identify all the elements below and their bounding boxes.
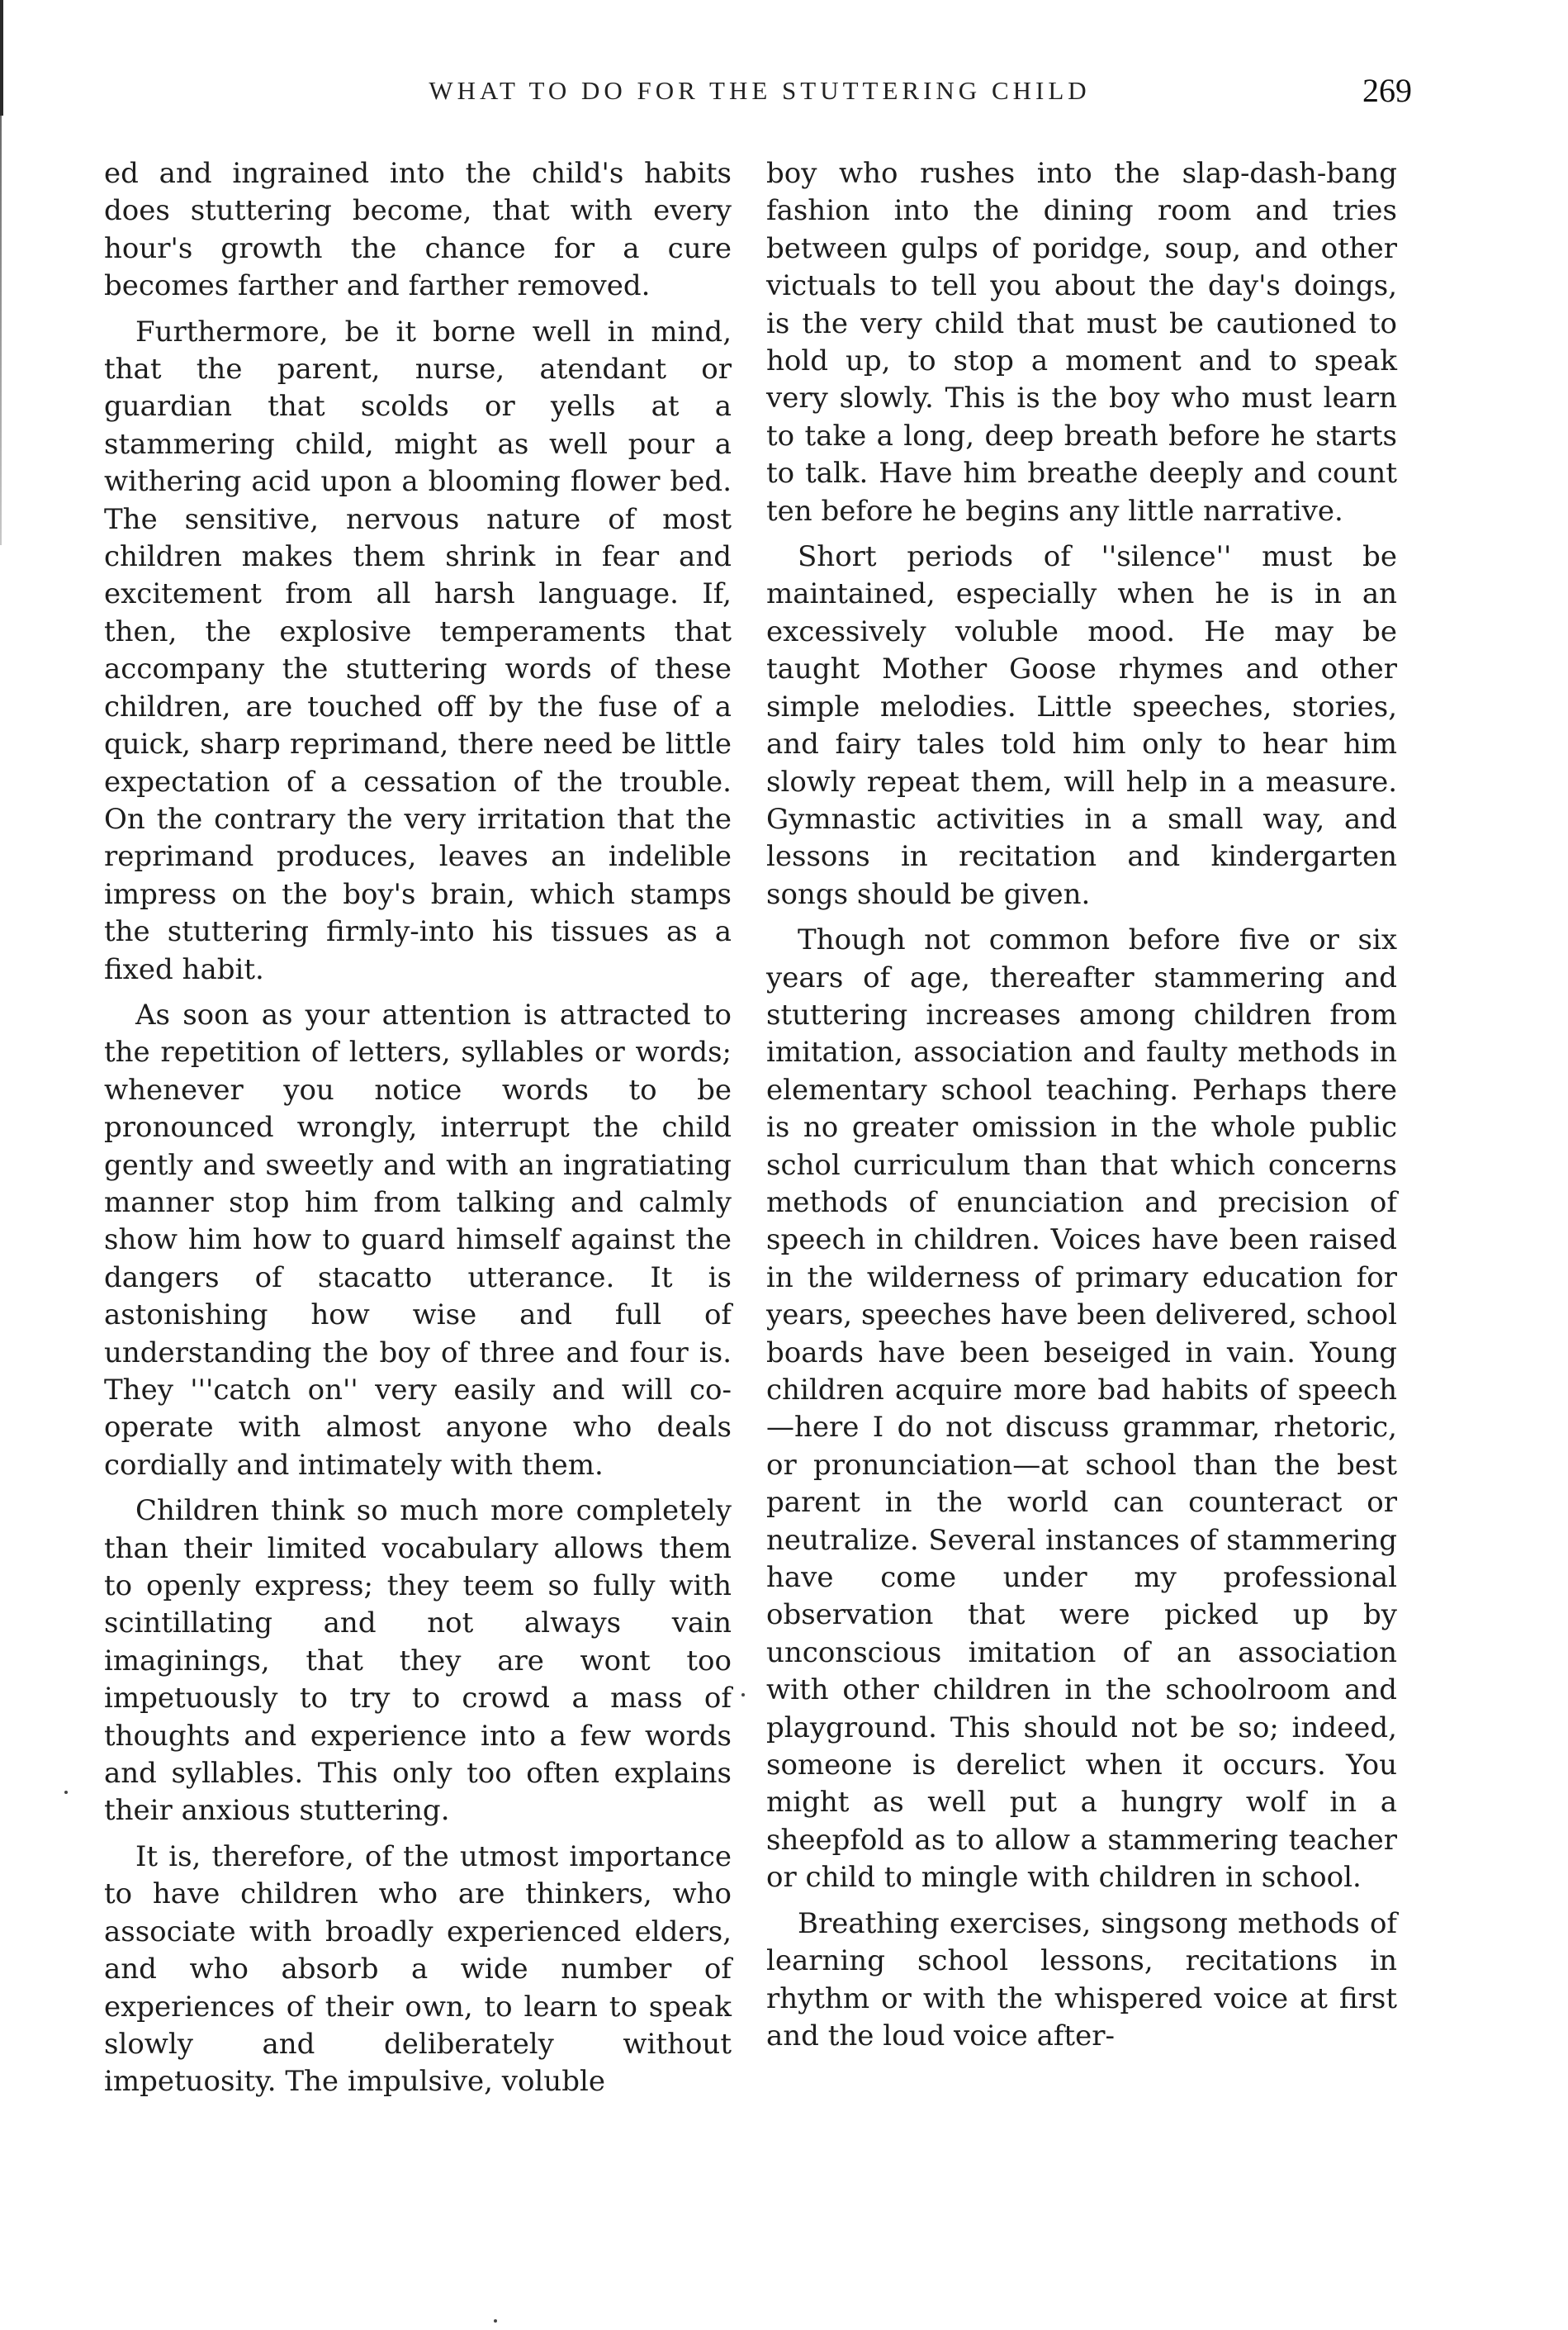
paragraph: Short periods of ''silence'' must be maintained, especially when he is in an excessively voluble mood. He may be taught Mother Goose rhymes and other simple melodies. Little speeches, stories, and fairy tales told him only to hear him slowly repeat them, will help in a measure. Gymnastic activities in a small way, and lessons in recitation and kindergarten songs should be given. bbox=[766, 540, 1397, 911]
paragraph: As soon as your attention is attracted to the repetition of letters, syllables or words; whenever you notice words to be pronounced wrongly, interrupt the child gently and sweetly and with an ingratiating manner stop him from talking and calmly show him how to guard himself against the dangers of stacatto utterance. It is astonishing how wise and full of understanding the boy of three and four is. They '''catch on'' very easily and will co-operate with almost anyone who deals cordially and intimately with them. bbox=[104, 998, 732, 1482]
scan-edge-shadow bbox=[0, 0, 3, 116]
right-column bbox=[766, 155, 1397, 2063]
paragraph: Children think so much more completely than their limited vocabulary allows them to openly express; they teem so fully with scintillating and not always vain imaginings, that they are wont too impetuously to try to crowd a mass of thoughts and experience into a few words and syllables. This only too often explains their anxious stuttering. bbox=[104, 1494, 732, 1828]
paragraph: ed and ingrained into the child's habits does stuttering become, that with every hour's growth the chance for a cure becomes farther and farther removed. bbox=[104, 157, 732, 303]
scan-speck bbox=[494, 2319, 497, 2323]
paragraph: It is, therefore, of the utmost importance to have children who are thinkers, who associate with broadly experienced elders, and who absorb a wide number of experiences of their own, to learn to speak slowly and deliberately without impetuosity. The impulsive, voluble bbox=[104, 1839, 732, 2099]
paragraph: Furthermore, be it borne well in mind, that the parent, nurse, atendant or guardian that scolds or yells at a stammering child, might as well pour a withering acid upon a blooming flower bed. The sensitive, nervous nature of most children makes them shrink in fear and excitement from all harsh language. If, then, the explosive temperaments that accompany the stuttering words of these children, are touched off by the fuse of a quick, sharp reprimand, there need be little expectation of a cessation of the trouble. On the contrary the very irritation that the reprimand produces, leaves an indelible impress on the boy's brain, which stamps the stuttering firmly-into his tissues as a fixed habit. bbox=[104, 315, 732, 986]
scan-speck bbox=[741, 1693, 745, 1696]
left-column bbox=[104, 155, 732, 2109]
paragraph: Though not common before five or six years of age, thereafter stammering and stuttering increases among children from imitation, association and faulty methods in elementary school teaching. Perhaps there is no greater omission in the whole public schol curriculum than that which concerns methods of enunciation and precision of speech in children. Voices have been raised in the wilderness of primary education for years, speeches have been delivered, school boards have been beseiged in vain. Young children acquire more bad habits of speech—here I do not discuss grammar, rhetoric, or pronunciation—at school than the best parent in the world can counteract or neutralize. Several instances of stammering have come under my professional observation that were picked up by unconscious imitation of an association with other children in the schoolroom and playground. This should not be so; indeed, someone is derelict when it occurs. You might as well put a hungry wolf in a sheepfold as to allow a stammering teacher or child to mingle with children in school. bbox=[766, 923, 1397, 1895]
scan-speck bbox=[64, 1791, 68, 1794]
scan-edge-shadow-lower bbox=[0, 116, 2, 545]
paragraph: Breathing exercises, singsong methods of learning school lessons, recitations in rhythm or with the whispered voice at first and the loud voice after- bbox=[766, 1906, 1397, 2052]
page-number: 269 bbox=[1362, 72, 1412, 109]
paragraph: boy who rushes into the slap-dash-bang fashion into the dining room and tries between gulps of poridge, soup, and other victuals to tell you about the day's doings, is the very child that must be cautioned to hold up, to stop a moment and to speak very slowly. This is the boy who must learn to take a long, deep breath before he starts to talk. Have him breathe deeply and count ten before he begins any little narrative. bbox=[766, 157, 1397, 528]
running-head: WHAT TO DO FOR THE STUTTERING CHILD bbox=[429, 76, 1091, 105]
